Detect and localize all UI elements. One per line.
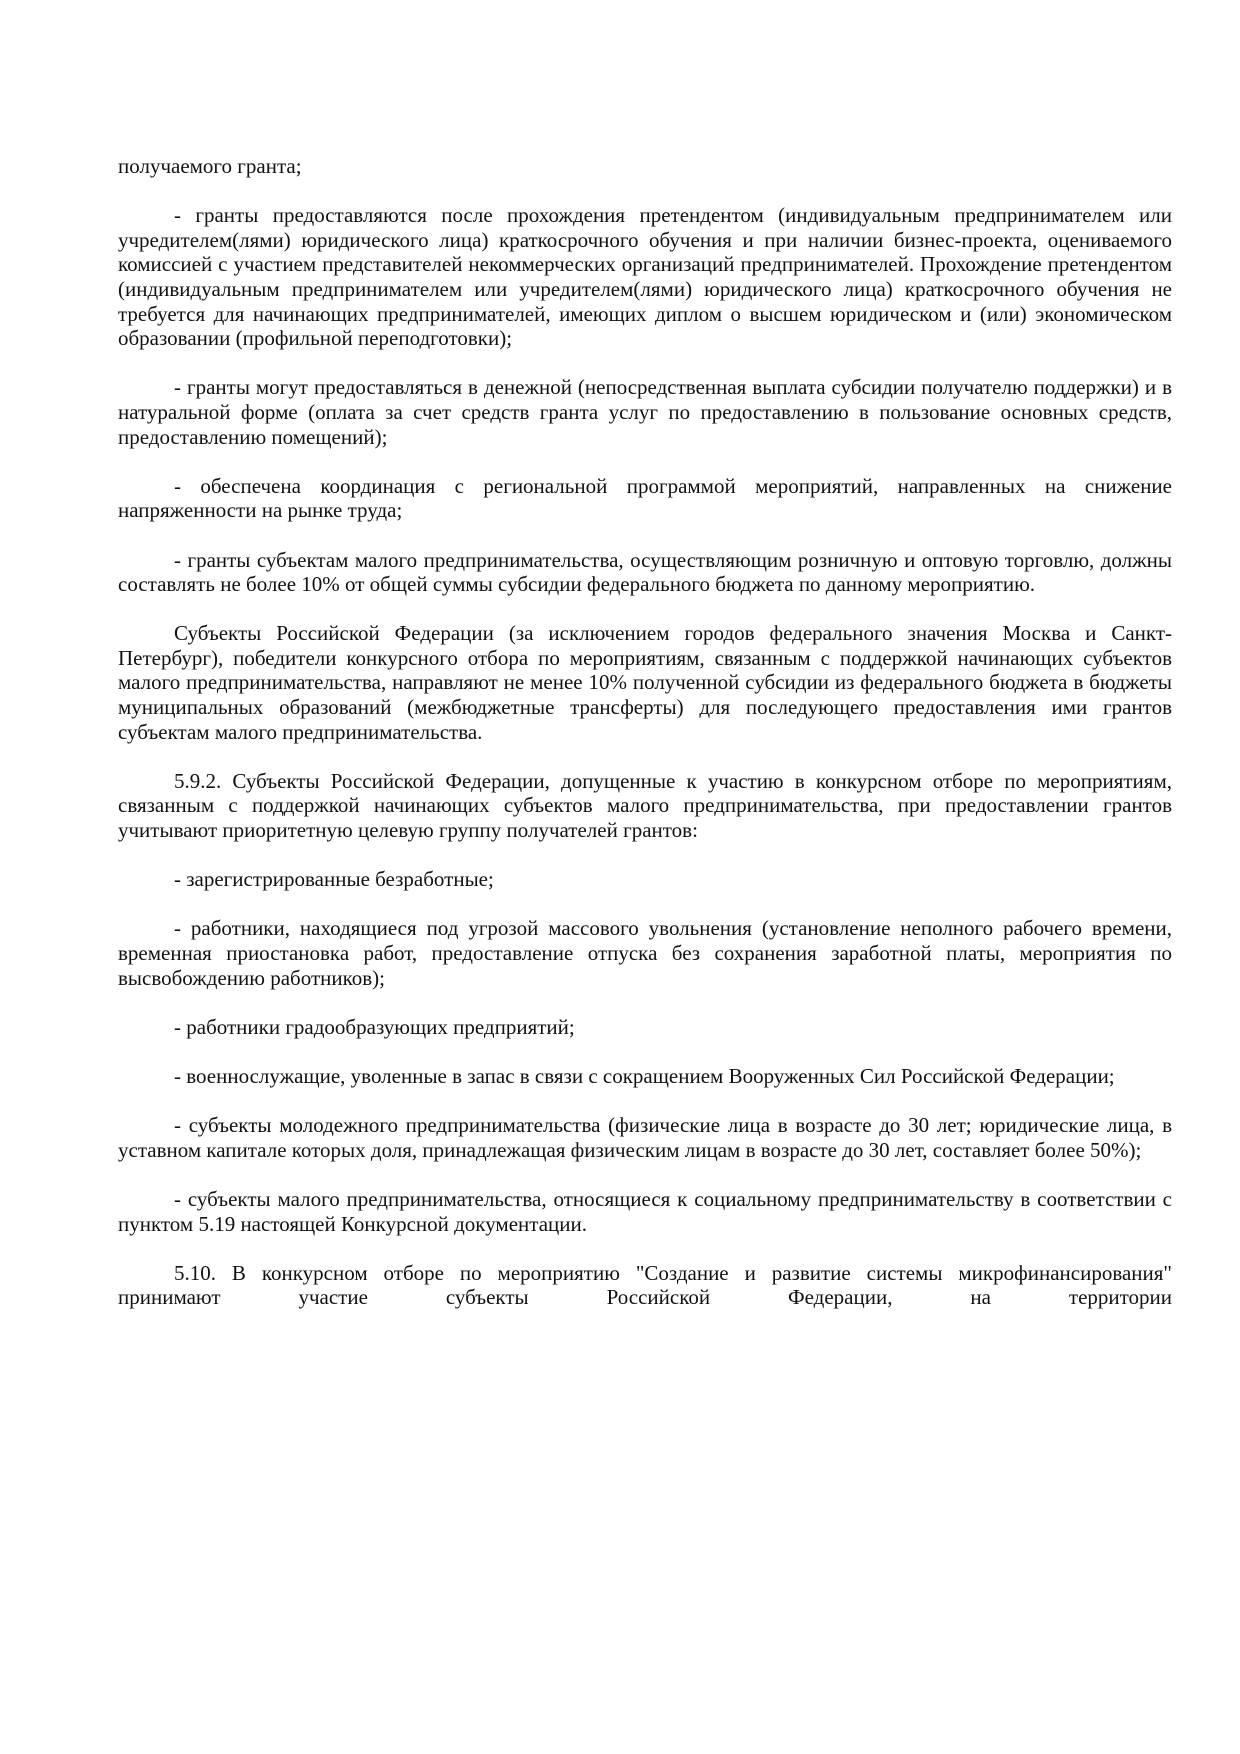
paragraph-grant-forms: - гранты могут предоставляться в денежной (непосредственная выплата субсидии получателю поддержки) и в натуральной форме (оплата за счет средств гранта услуг по предоставлению в пользование основных средств, предоставлению помещений); xyxy=(118,375,1172,449)
list-item-social-entrepreneurship: - субъекты малого предпринимательства, относящиеся к социальному предпринимательству в соответствии с пунктом 5.19 настоящей Конкурсной документации. xyxy=(118,1186,1172,1236)
paragraph-training-requirement: - гранты предоставляются после прохождения претендентом (индивидуальным предпринимателем или учредителем(лями) юридического лица) краткосрочного обучения и при наличии бизнес-проекта, оцениваемого комиссией с участием представителей некоммерческих организаций предпринимателей. Прохождение претендентом (индивидуальным предпринимателем или учредителем(лями) юридического лица) краткосрочного обучения не требуется для начинающих предпринимателей, имеющих диплом о высшем юридическом и (или) экономическом образовании (профильной переподготовки); xyxy=(118,203,1172,351)
paragraph-labor-coordination: - обеспечена координация с региональной программой мероприятий, направленных на снижение напряженности на рынке труда; xyxy=(118,473,1172,523)
paragraph-section-5-10: 5.10. В конкурсном отборе по мероприятию "Создание и развитие системы микрофинансирования" принимают участие субъекты Российской Федерации, на территории xyxy=(118,1260,1172,1310)
paragraph-section-5-9-2: 5.9.2. Субъекты Российской Федерации, допущенные к участию в конкурсном отборе по мероприятиям, связанным с поддержкой начинающих субъектов малого предпринимательства, при предоставлении грантов учитывают приоритетную целевую группу получателей грантов: xyxy=(118,768,1172,843)
paragraph-grant-continuation: получаемого гранта; xyxy=(118,154,302,178)
list-item-military-reserve: - военнослужащие, уволенные в запас в связи с сокращением Вооруженных Сил Российской Федерации; xyxy=(174,1063,1115,1088)
document-page xyxy=(118,154,1172,1335)
paragraph-municipal-transfers: Субъекты Российской Федерации (за исключением городов федерального значения Москва и Санкт-Петербург), победители конкурсного отбора по мероприятиям, связанным с поддержкой начинающих субъектов малого предпринимательства, направляют не менее 10% полученной субсидии из федерального бюджета в бюджеты муниципальных образований (межбюджетные трансферты) для последующего предоставления ими грантов субъектам малого предпринимательства. xyxy=(118,621,1172,744)
list-item-mass-layoff-workers: - работники, находящиеся под угрозой массового увольнения (установление неполного рабочего времени, временная приостановка работ, предоставление отпуска без сохранения заработной платы, мероприятия по высвобождению работников); xyxy=(118,916,1172,990)
list-item-town-forming-workers: - работники градообразующих предприятий; xyxy=(174,1014,575,1039)
paragraph-trade-limit: - гранты субъектам малого предпринимательства, осуществляющим розничную и оптовую торговлю, должны составлять не более 10% от общей суммы субсидии федерального бюджета по данному мероприятию. xyxy=(118,547,1172,597)
list-item-youth-entrepreneurship: - субъекты молодежного предпринимательства (физические лица в возрасте до 30 лет; юридические лица, в уставном капитале которых доля, принадлежащая физическим лицам в возрасте до 30 лет, составляет более 50%); xyxy=(118,1113,1172,1162)
list-item-unemployed: - зарегистрированные безработные; xyxy=(174,867,494,892)
